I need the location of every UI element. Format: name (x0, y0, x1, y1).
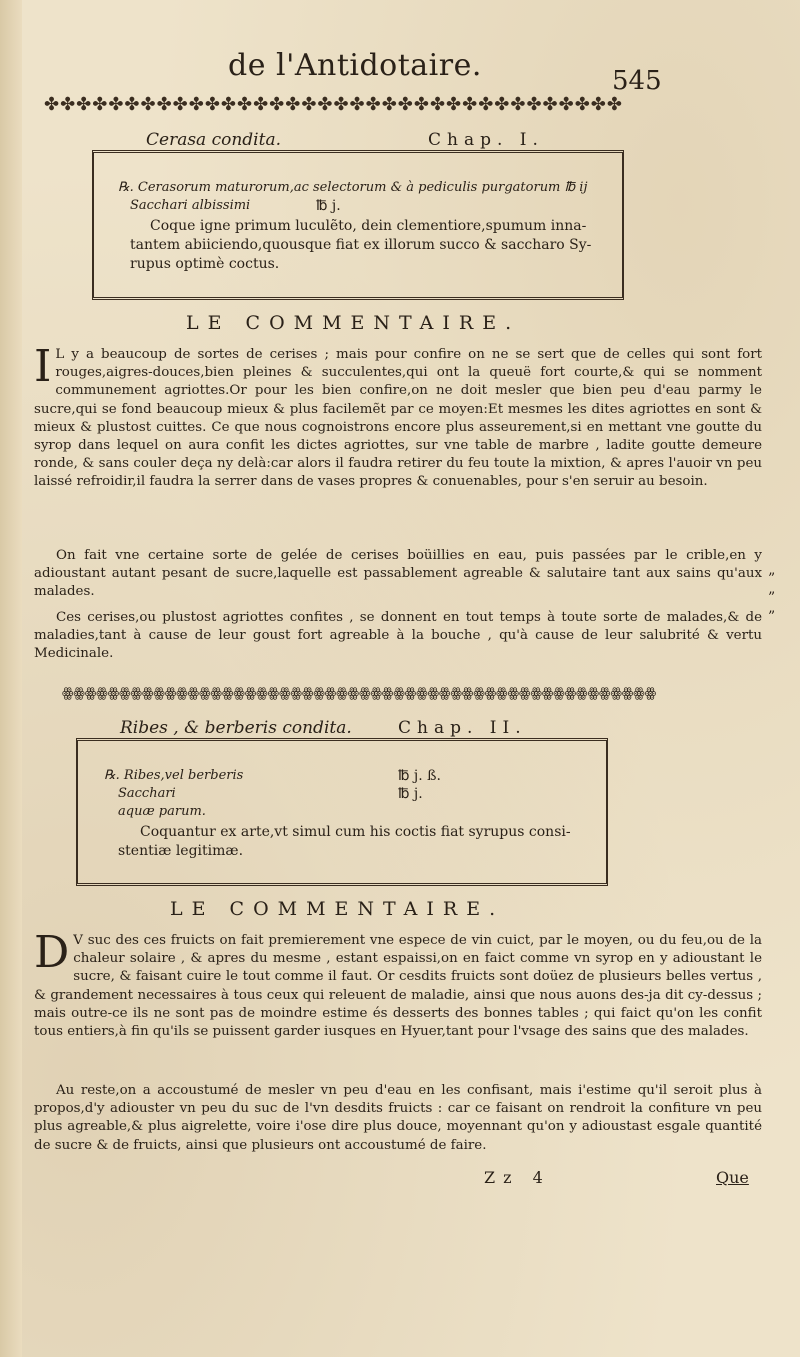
chapter2-paragraph1 (34, 927, 762, 1041)
chapter1-title (146, 130, 281, 150)
header-ornament: ✤✤✤✤✤✤✤✤✤✤✤✤✤✤✤✤✤✤✤✤✤✤✤✤✤✤✤✤✤✤✤✤✤✤✤✤ (44, 94, 623, 115)
chapter1-label-text: Chap. I. (428, 130, 544, 150)
chapter2-recipe-body-line2: stentiæ legitimæ. (118, 843, 244, 859)
chapter1-recipe-body-line2: tantem abiiciendo,quousque fiat ex illorum succo & saccharo Sy- (130, 237, 592, 253)
page-number: 545 (612, 66, 662, 96)
chapter2-title-text: Ribes , & berberis condita. (120, 718, 352, 738)
quote-mark-1: ” (768, 571, 776, 587)
chapter2-title (120, 718, 352, 738)
chapter2-recipe-line1: ℞. Ribes,vel berberis (104, 768, 244, 783)
chapter1-recipe-body-line1: Coque igne primum luculẽto, dein clementiore,spumum inna- (150, 218, 587, 234)
chapter2-paragraph2: Au reste,on a accoustumé de mesler vn peu d'eau en les confisant, mais i'estime qu'il seroit plus à propos,d'y adiouster vn peu du suc de l'vn desdits fruicts : car ce faisant on rendroit la confiture vn peu plus agreable,& plus aigrelette, voire i'ose dire plus douce, moyennant qu'on y adioustast esgale quantité de sucre & de fruicts, ainsi que plusieurs ont accoustumé de faire. (34, 1083, 762, 1153)
quote-mark-3: ” (768, 609, 776, 625)
page-gutter (0, 0, 22, 1357)
chapter1-paragraph3: Ces cerises,ou plustost agriottes confites , se donnent en tout temps à toute sorte de malades,& de maladies,tant à cause de leur goust fort agreable à la bouche , qu'à cause de leur salubrité & vertu Medicinale. (34, 610, 762, 662)
chapter2-drop-cap: D (34, 927, 70, 978)
quote-mark-2: ” (768, 590, 776, 606)
chapter1-title-text: Cerasa condita. (146, 130, 281, 150)
chapter2-recipe-body-line1: Coquantur ex arte,vt simul cum his coctis fiat syrupus consi- (140, 824, 571, 840)
chapter2-label (398, 718, 527, 738)
chapter2-recipe-line2-amount: ℔ j. (398, 786, 423, 802)
chapter1-recipe-body-line3: rupus optimè coctus. (130, 256, 280, 272)
chapter2-commentaire-heading: LE COMMENTAIRE. (170, 898, 505, 920)
chapter2-paragraph1-text: V suc des ces fruicts on fait premierement vne espece de vin cuict, par le moyen, ou du feu,ou de la chaleur solaire , & apres du mesme , estant espaissi,on en faict comme vn syrop en y adioustant le sucre, & faisant cuire le tout comme il faut. Or cesdits fruicts sont doüez de plusieurs belles vertus , & grandement necessaires à tous ceux qui releuent de maladie, ainsi que nous auons des-ja dit cy-dessus ; mais outre-ce ils ne sont pas de moindre estime és desserts des bonnes tables ; qui faict qu'on les confit tous entiers,à fin qu'ils se puissent garder iusques en Hyuer,tant pour l'vsage des sains que des malades. (34, 933, 762, 1040)
chapter1-paragraph1-text: L y a beaucoup de sortes de cerises ; mais pour confire on ne se sert que de celles qui sont fort rouges,aigres-douces,bien pleines & succulentes,qui ont la queuë fort courte,& qui se nomment communement agriottes.Or pour les bien confire,on ne doit mesler que bien peu d'eau parmy le sucre,qui se fond beaucoup mieux & plus facilemẽt par ce moyen:Et mesmes les dites agriottes en sont & mieux & plustost cuittes. Ce que nous cognoistrons encore plus asseurement,si en mettant vne goutte du syrop dans lequel on aura confit les dictes agriottes, sur vne table de marbre , ladite goutte demeure ronde, & sans couler deça ny delà:car alors il faudra retirer du feu toute la mixtion, & apres l'auoir vn peu laissé refroidir,il faudra la serrer dans de vases propres & conuenables, pour s'en seruir au besoin. (34, 347, 762, 490)
chapter2-recipe-line3: aquæ parum. (118, 804, 206, 819)
catchword: Que (716, 1168, 749, 1187)
chapter1-recipe-line2-amount: ℔ j. (316, 198, 341, 214)
chapter1-commentaire-heading: LE COMMENTAIRE. (186, 312, 521, 334)
chapter1-paragraph2: On fait vne certaine sorte de gelée de cerises boüillies en eau, puis passées par le crible,en y adioustant autant pesant de sucre,laquelle est passablement agreable & salutaire tant aux sains qu'aux malades. (34, 548, 762, 600)
chapter1-recipe-line2: Sacchari albissimi (130, 198, 251, 213)
chapter1-label (428, 130, 544, 150)
chapter1-paragraph1 (34, 341, 762, 492)
section-separator-ornament: ꙮꙮꙮꙮꙮꙮꙮꙮꙮꙮꙮꙮꙮꙮꙮꙮꙮꙮꙮꙮꙮꙮꙮꙮꙮꙮꙮꙮꙮꙮꙮꙮꙮꙮꙮꙮꙮꙮꙮꙮꙮꙮꙮꙮꙮꙮꙮꙮꙮꙮꙮꙮ (62, 686, 657, 701)
chapter2-label-text: Chap. II. (398, 718, 527, 738)
chapter1-recipe-line1: ℞. Cerasorum maturorum,ac selectorum & à pediculis purgatorum ℔ ij (118, 180, 588, 195)
chapter2-recipe-line2: Sacchari (118, 786, 176, 801)
running-title: de l'Antidotaire. (228, 48, 482, 83)
chapter1-drop-cap: I (34, 341, 52, 392)
chapter2-recipe-line1-amount: ℔ j. ß. (398, 768, 441, 784)
signature-mark: Zz 4 (484, 1168, 551, 1187)
